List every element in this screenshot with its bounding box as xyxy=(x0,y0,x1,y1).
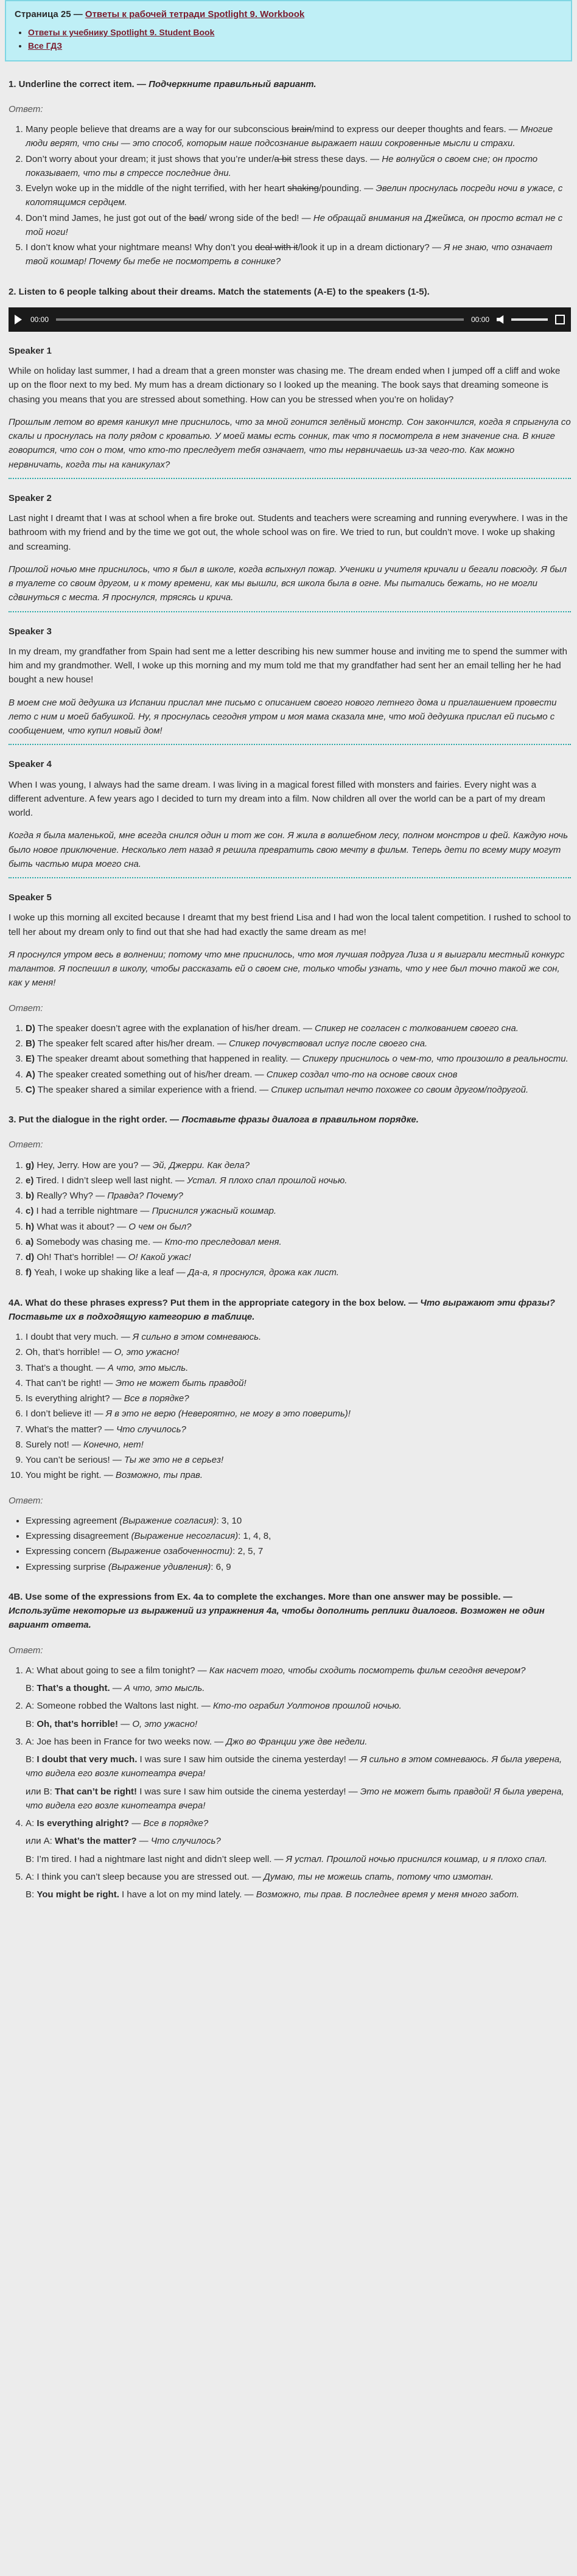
speaker-block xyxy=(9,891,571,990)
speaker-text: I woke up this morning all excited because I dreamt that my best friend Lisa and I had won the local talent competition. I rushed to school to tell her about my dream only to find out that she had had exactly the same dream as me! xyxy=(9,912,571,937)
speaker-translation: Прошлой ночью мне приснилось, что я был в школе, когда вспыхнул пожар. Ученики и учителя кричали и бегали повсюду. Я был в туалете со своим другом, и к тому времени, как мы вышли, вся школа была в огне. Мы пытались бежать, но не могли сдвинуться с места. Я проснулся, трясясь и крича. xyxy=(9,564,567,603)
dialogue-line: B: I’m tired. I had a nightmare last night and didn’t sleep well. — Я устал. Прошлой ночью приснился кошмар, и я плохо спал. xyxy=(26,1853,547,1864)
list-item xyxy=(26,1870,571,1902)
student-book-link[interactable]: Ответы к учебнику Spotlight 9. Student Book xyxy=(28,27,215,38)
dialogue-line: 3. A: Joe has been in France for two weeks now. — Джо во Франции уже две недели. xyxy=(26,1736,368,1747)
speaker-block xyxy=(9,491,571,612)
speaker-title: Speaker 3 xyxy=(9,626,52,637)
speaker-text: While on holiday last summer, I had a dream that a green monster was chasing me. The dream ended when I jumped off a cliff and woke up on the floor next to my bed. My mum has a dream dictionary so I looked up the meaning. The book says that dreaming someone is chasing you means that you are stressed about something. How can you be stressed when you’re on holiday? xyxy=(9,366,561,405)
speaker-translation: В моем сне мой дедушка из Испании прислал мне письмо с описанием своего нового летнего дома и приглашением провести лето с ним и моей бабушкой. Ну, я проснулась сегодня утром и моя мама сказала мне, что мой дедушка прислал ей письмо с сообщением, что купил новый дом! xyxy=(9,697,557,737)
list-item: • Expressing agreement (Выражение согласия): 3, 10 xyxy=(26,1514,571,1528)
list-item: • Expressing surprise (Выражение удивления): 6, 9 xyxy=(26,1560,571,1574)
list-item: 7. What’s the matter? — Что случилось? xyxy=(26,1423,571,1437)
dialogue-line: B: You might be right. I have a lot on my mind lately. — Возможно, ты прав. В последнее время у меня много забот. xyxy=(26,1889,519,1900)
answer-label: Ответ: xyxy=(9,1003,43,1013)
dialogue-line: B: Oh, that’s horrible! — О, это ужасно! xyxy=(26,1718,198,1729)
speaker-block xyxy=(9,625,571,746)
all-gdz-link[interactable]: Все ГДЗ xyxy=(28,40,63,51)
list-item: 2. Don’t worry about your dream; it just shows that you’re under/a bit stress these days. — Не волнуйся о своем сне; он просто показывает, что ты в стрессе последние дни. xyxy=(26,152,571,181)
nav-links xyxy=(15,26,562,52)
ex1-title: 1. Underline the correct item. — Подчеркните правильный вариант. xyxy=(9,79,316,89)
list-item: 1. D) The speaker doesn’t agree with the explanation of his/her dream. — Спикер не согласен с толкованием своего сна. xyxy=(26,1021,571,1035)
speaker-text: Last night I dreamt that I was at school when a fire broke out. Students and teachers were screaming and running everywhere. I was in the bathroom with my friend and by the time we got out, the whole school was on fire. We tried to run, but couldn’t move. I woke up shaking and screaming. xyxy=(9,513,568,552)
speaker-text: When I was young, I always had the same dream. I was living in a magical forest filled with monsters and fairies. Every night was a different adventure. A few years ago I decided to turn my dream into a film. Now children all over the world can be a part of my dream world. xyxy=(9,779,545,819)
dialogue-line: или A: What’s the matter? — Что случилось? xyxy=(26,1836,221,1847)
title-prefix: Страница 25 — xyxy=(15,9,85,19)
audio-duration: 00:00 xyxy=(470,315,489,324)
speaker-title: Speaker 5 xyxy=(9,892,52,903)
ex3-title: 3. Put the dialogue in the right order. — Поставьте фразы диалога в правильном порядке. xyxy=(9,1115,419,1125)
list-item: 3. b) Really? Why? — Правда? Почему? xyxy=(26,1189,571,1203)
speaker-title: Speaker 4 xyxy=(9,759,52,770)
list-item: 8. Surely not! — Конечно, нет! xyxy=(26,1438,571,1452)
list-item: 9. You can’t be serious! — Ты же это не в серьез! xyxy=(26,1453,571,1467)
volume-slider[interactable] xyxy=(511,318,548,321)
list-item: 2. Oh, that’s horrible! — О, это ужасно! xyxy=(26,1345,571,1359)
dialogue-line: 4. A: Is everything alright? — Все в порядке? xyxy=(26,1818,209,1829)
divider xyxy=(9,478,571,479)
list-item: 10. You might be right. — Возможно, ты прав. xyxy=(26,1468,571,1482)
workbook-link[interactable]: Ответы к рабочей тетради Spotlight 9. Workbook xyxy=(85,9,305,19)
speaker-text: In my dream, my grandfather from Spain had sent me a letter describing his new summer house and inviting me to spend the summer with him and my grandmother. Well, I woke up this morning and my mum told me that my grandfather had sent her an email telling her he had bought a new house! xyxy=(9,646,567,685)
audio-current-time: 00:00 xyxy=(30,315,49,324)
list-item xyxy=(26,1664,571,1696)
speaker-title: Speaker 1 xyxy=(9,345,52,356)
list-item: 1. Many people believe that dreams are a way for our subconscious brain/mind to express our deeper thoughts and fears. — Многие люди верят, что сны — это способ, которым наше подсознание выражает наши сокровенные мысли и страхи. xyxy=(26,122,571,151)
audio-player xyxy=(9,307,571,332)
main-content xyxy=(0,77,577,1902)
speaker-block xyxy=(9,344,571,479)
speaker-translation: Я проснулся утром весь в волнении; потому что мне приснилось, что моя лучшая подруга Лиза и я выиграли местный конкурс талантов. Я поспешил в школу, чтобы рассказать ей о своем сне, только чтобы узнать, что у нее был точно такой же сон, как у меня! xyxy=(9,949,565,989)
dialogue-line: B: That’s a thought. — А что, это мысль. xyxy=(26,1683,205,1694)
list-item xyxy=(26,1816,571,1866)
ex4a-list xyxy=(9,1330,571,1483)
list-item: 4. Don’t mind James, he just got out of the bad/ wrong side of the bed! — Не обращай внимания на Джеймса, он просто встал не с той ноги! xyxy=(26,211,571,240)
list-item: 2. e) Tired. I didn’t sleep well last night. — Устал. Я плохо спал прошлой ночью. xyxy=(26,1174,571,1188)
list-item: 8. f) Yeah, I woke up shaking like a leaf — Да-а, я проснулся, дрожа как лист. xyxy=(26,1265,571,1279)
list-item: 5. Is everything alright? — Все в порядке? xyxy=(26,1391,571,1405)
dialogue-line: 2. A: Someone robbed the Waltons last night. — Кто-то ограбил Уолтонов прошлой ночью. xyxy=(26,1701,402,1712)
ex4a-title: 4A. What do these phrases express? Put them in the appropriate category in the box below. — Что выражают эти фразы? Поставьте их в подходящую категорию в таблице. xyxy=(9,1297,555,1322)
speaker-title: Speaker 2 xyxy=(9,492,52,503)
list-item: 6. a) Somebody was chasing me. — Кто-то преследовал меня. xyxy=(26,1235,571,1249)
list-item: 3. That’s a thought. — А что, это мысль. xyxy=(26,1361,571,1375)
list-item: 1. I doubt that very much. — Я сильно в этом сомневаюсь. xyxy=(26,1330,571,1344)
ex2-title: 2. Listen to 6 people talking about their dreams. Match the statements (A-E) to the speakers (1-5). xyxy=(9,286,430,297)
answer-label: Ответ: xyxy=(9,103,43,114)
list-item: 5. h) What was it about? — О чем он был? xyxy=(26,1220,571,1234)
list-item: 4. A) The speaker created something out of his/her dream. — Спикер создал что-то на основе своих снов xyxy=(26,1068,571,1082)
ex3-list xyxy=(9,1158,571,1280)
page-title xyxy=(15,7,562,21)
list-item: 3. Evelyn woke up in the middle of the night terrified, with her heart shaking/pounding. — Эвелин проснулась посреди ночи в ужасе, с колотящимся сердцем. xyxy=(26,181,571,210)
list-item xyxy=(26,1735,571,1813)
ex2-answers xyxy=(9,1021,571,1097)
fullscreen-icon[interactable] xyxy=(555,315,565,324)
header-box xyxy=(5,0,572,61)
volume-icon[interactable] xyxy=(497,315,505,324)
list-item: 2. B) The speaker felt scared after his/her dream. — Спикер почувствовал испуг после своего сна. xyxy=(26,1037,571,1051)
answer-label: Ответ: xyxy=(9,1139,43,1150)
ex1-list xyxy=(9,122,571,269)
speaker-translation: Когда я была маленькой, мне всегда снился один и тот же сон. Я жила в волшебном лесу, полном монстров и фей. Каждую ночь было новое приключение. Несколько лет назад я решила превратить свою мечту в фильм. Теперь дети по всему миру могут быть частью мира моего сна. xyxy=(9,830,568,869)
list-item: 5. I don’t know what your nightmare means! Why don’t you deal with it/look it up in a dream dictionary? — Я не знаю, что означает твой кошмар! Почему бы тебе не посмотреть в соннике? xyxy=(26,240,571,269)
dialogue-line: 1. A: What about going to see a film tonight? — Как насчет того, чтобы сходить посмотреть фильм сегодня вечером? xyxy=(26,1665,526,1676)
play-icon[interactable] xyxy=(15,315,22,324)
divider xyxy=(9,744,571,745)
list-item: 4. c) I had a terrible nightmare — Приснился ужасный кошмар. xyxy=(26,1204,571,1218)
ex4b-list xyxy=(9,1664,571,1902)
list-item: 4. That can’t be right! — Это не может быть правдой! xyxy=(26,1376,571,1390)
audio-progress-bar[interactable] xyxy=(56,318,464,321)
dialogue-line: или B: That can’t be right! I was sure I saw him outside the cinema yesterday! — Это не может быть правдой! Я была уверена, что видела его возле кинотеатра вчера! xyxy=(26,1786,564,1811)
list-item: • Expressing disagreement (Выражение несогласия): 1, 4, 8, xyxy=(26,1529,571,1543)
divider xyxy=(9,611,571,612)
ex4a-categories xyxy=(9,1514,571,1574)
list-item: 6. I don’t believe it! — Я в это не верю (Невероятно, не могу в это поверить)! xyxy=(26,1407,571,1421)
list-item: 1. g) Hey, Jerry. How are you? — Эй, Джерри. Как дела? xyxy=(26,1158,571,1172)
list-item: 7. d) Oh! That’s horrible! — О! Какой ужас! xyxy=(26,1250,571,1264)
dialogue-line: B: I doubt that very much. I was sure I saw him outside the cinema yesterday! — Я сильно в этом сомневаюсь. Я была уверена, что видела его возле кинотеатра вчера! xyxy=(26,1754,562,1779)
speaker-block xyxy=(9,757,571,878)
list-item: 5. C) The speaker shared a similar experience with a friend. — Спикер испытал нечто похожее со своим другом/подругой. xyxy=(26,1083,571,1097)
speaker-translation: Прошлым летом во время каникул мне приснилось, что за мной гонится зелёный монстр. Сон закончился, когда я спрыгнула со скалы и проснулась на полу рядом с кроватью. У моей мамы есть сонник, так что я посмотрела в нем значение сна. В книге говорится, что сон о том, что кто-то преследует тебя означает, что ты нервничаешь из-за чего-то. Как можно нервничать, когда ты на каникулах? xyxy=(9,416,571,470)
divider xyxy=(9,877,571,878)
answer-label: Ответ: xyxy=(9,1645,43,1656)
ex4b-title: 4B. Use some of the expressions from Ex. 4a to complete the exchanges. More than one answer may be possible. — Используйте некоторые из выражений из упражнения 4а, чтобы дополнить реплики диалогов. Возможен не один вариант ответа. xyxy=(9,1591,545,1631)
list-item: 3. E) The speaker dreamt about something that happened in reality. — Спикеру приснилось о чем-то, что произошло в реальности. xyxy=(26,1052,571,1066)
answer-label: Ответ: xyxy=(9,1495,43,1506)
list-item: • Expressing concern (Выражение озабоченности): 2, 5, 7 xyxy=(26,1544,571,1558)
list-item xyxy=(26,1699,571,1731)
dialogue-line: 5. A: I think you can’t sleep because you are stressed out. — Думаю, ты не можешь спать, потому что измотан. xyxy=(26,1871,494,1882)
